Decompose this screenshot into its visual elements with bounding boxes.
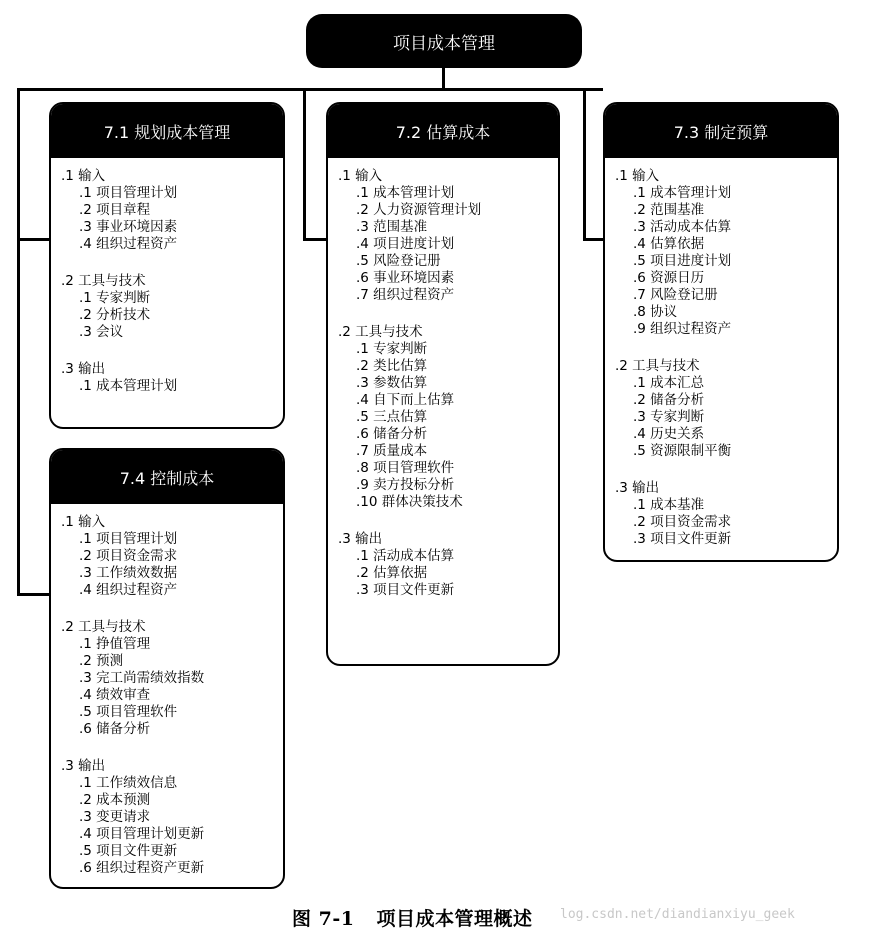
figure-title: 项目成本管理概述 [376,908,533,930]
section-item: .3 参数估算 [356,375,428,391]
section-title: .3 输出 [61,758,106,774]
section-item: .1 专家判断 [356,341,428,357]
section-title: .1 输入 [61,168,106,184]
section-item: .3 完工尚需绩效指数 [79,670,205,686]
section-item: .6 储备分析 [79,721,151,737]
section-title: .2 工具与技术 [61,619,146,635]
process-box-7-1 [49,102,285,429]
process-box-7-4 [49,448,285,889]
section-title: .3 输出 [338,531,383,547]
figure-caption [292,904,532,931]
section [61,273,283,341]
section-item: .2 范围基准 [633,202,705,218]
section-item: .6 组织过程资产更新 [79,860,205,876]
process-title-7-2: 7.2 估算成本 [328,104,558,158]
section-item: .4 自下而上估算 [356,392,455,408]
section-item: .3 活动成本估算 [633,219,732,235]
section-item: .1 工作绩效信息 [79,775,178,791]
section-title: .2 工具与技术 [338,324,423,340]
section-item: .1 成本汇总 [633,375,705,391]
section [338,531,558,599]
section-item: .4 历史关系 [633,426,705,442]
section-item: .3 专家判断 [633,409,705,425]
section-title: .1 输入 [61,514,106,530]
section-item: .6 储备分析 [356,426,428,442]
process-title-7-4: 7.4 控制成本 [51,450,283,504]
section-item: .4 绩效审查 [79,687,151,703]
section-item: .2 项目章程 [79,202,151,218]
section-title: .2 工具与技术 [615,358,700,374]
section-item: .4 组织过程资产 [79,236,178,252]
section [61,619,283,738]
section-title: .2 工具与技术 [61,273,146,289]
section-item: .7 风险登记册 [633,287,718,303]
section-item: .2 项目资金需求 [79,548,178,564]
process-title-7-3: 7.3 制定预算 [605,104,837,158]
connector-to-7-2 [303,238,326,241]
section-title: .3 输出 [61,361,106,377]
section-item: .1 成本管理计划 [633,185,732,201]
section-item: .7 质量成本 [356,443,428,459]
section-item: .2 预测 [79,653,124,669]
section-item: .8 项目管理软件 [356,460,455,476]
section-item: .1 成本管理计划 [79,378,178,394]
section-title: .1 输入 [338,168,383,184]
connector-to-7-3 [583,238,603,241]
section-item: .3 事业环境因素 [79,219,178,235]
section-item: .2 分析技术 [79,307,151,323]
section [61,758,283,877]
process-body [605,158,837,548]
section-item: .2 估算依据 [356,565,428,581]
section-item: .1 项目管理计划 [79,185,178,201]
section-item: .9 组织过程资产 [633,321,732,337]
section-item: .4 项目进度计划 [356,236,455,252]
section-item: .4 估算依据 [633,236,705,252]
section [615,480,837,548]
section-item: .2 项目资金需求 [633,514,732,530]
section [338,168,558,304]
section-title: .1 输入 [615,168,660,184]
section-item: .5 三点估算 [356,409,428,425]
root-title: 项目成本管理 [393,33,495,54]
section-item: .6 事业环境因素 [356,270,455,286]
section-item: .3 工作绩效数据 [79,565,178,581]
section-item: .5 项目进度计划 [633,253,732,269]
connector-7-2-vertical [303,88,306,240]
section-item: .2 成本预测 [79,792,151,808]
section-item: .5 项目管理软件 [79,704,178,720]
watermark: log.csdn.net/diandianxiyu_geek [560,907,795,922]
connector-left-vertical [17,88,20,596]
section-item: .6 资源日历 [633,270,705,286]
section-item: .1 成本基准 [633,497,705,513]
section-item: .3 会议 [79,324,124,340]
section-item: .3 项目文件更新 [633,531,732,547]
section-item: .1 活动成本估算 [356,548,455,564]
section-title: .3 输出 [615,480,660,496]
connector-to-7-1 [17,238,50,241]
section-item: .5 资源限制平衡 [633,443,732,459]
connector-to-7-4 [17,593,50,596]
process-box-7-3 [603,102,839,562]
section-item: .1 专家判断 [79,290,151,306]
section [61,514,283,599]
section-item: .1 成本管理计划 [356,185,455,201]
root-node [306,14,582,68]
section-item: .7 组织过程资产 [356,287,455,303]
section-item: .1 项目管理计划 [79,531,178,547]
process-title-7-1: 7.1 规划成本管理 [51,104,283,158]
process-body [328,158,558,599]
section-item: .8 协议 [633,304,678,320]
section-item: .9 卖方投标分析 [356,477,455,493]
process-box-7-2 [326,102,560,666]
section-item: .5 风险登记册 [356,253,441,269]
section-item: .5 项目文件更新 [79,843,178,859]
process-body [51,504,283,877]
section [615,358,837,460]
section [61,361,283,395]
section [615,168,837,338]
section-item: .2 储备分析 [633,392,705,408]
section [338,324,558,511]
connector-horizontal [17,88,603,91]
section-item: .10 群体决策技术 [356,494,463,510]
section-item: .4 组织过程资产 [79,582,178,598]
connector-7-3-vertical [583,88,586,240]
section-item: .2 人力资源管理计划 [356,202,482,218]
process-body [51,158,283,395]
section-item: .3 项目文件更新 [356,582,455,598]
section [61,168,283,253]
section-item: .3 范围基准 [356,219,428,235]
section-item: .3 变更请求 [79,809,151,825]
section-item: .1 挣值管理 [79,636,151,652]
section-item: .4 项目管理计划更新 [79,826,205,842]
section-item: .2 类比估算 [356,358,428,374]
figure-label: 图 7-1 [292,908,355,930]
connector-root-down [442,68,445,90]
